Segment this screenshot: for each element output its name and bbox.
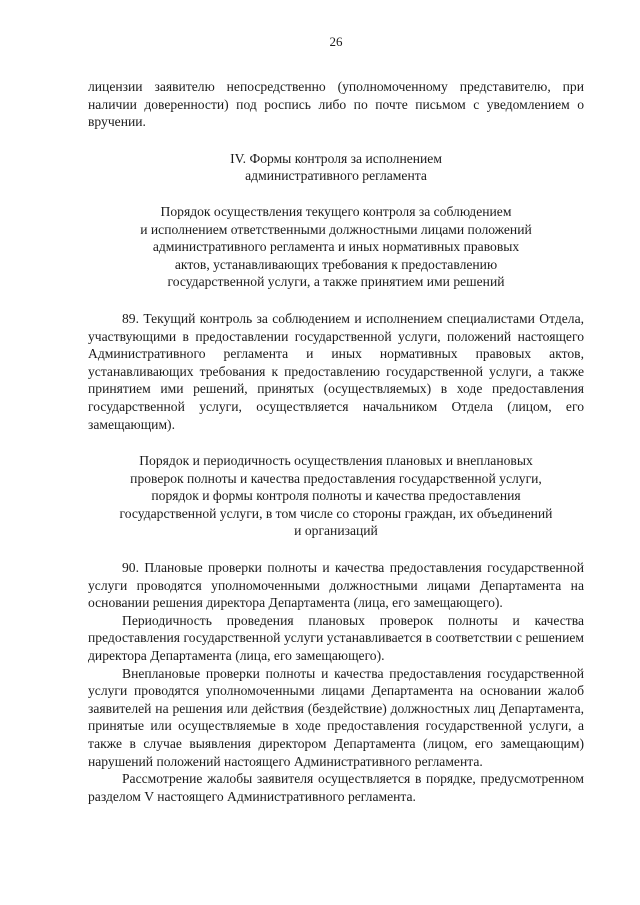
intro-paragraph: лицензии заявителю непосредственно (уполномоченному представителю, при наличии доверенности) под роспись либо по почте письмом с уведомлением о вручении. xyxy=(88,79,584,130)
paragraph-complaint: Рассмотрение жалобы заявителя осуществляется в порядке, предусмотренном разделом V настоящего Административного регламента. xyxy=(88,771,584,804)
subheading-line: и исполнением ответственными должностными лицами положений xyxy=(140,221,532,237)
paragraph-89: 89. Текущий контроль за соблюдением и исполнением специалистами Отдела, участвующими в предоставлении государственной услуги, положений настоящего Административного регламента и иных нормативных правовых актов, устанавливающих требования к предоставлению государственной услуги, а также принятием ими решений, принятых (осуществляемых) в ходе предоставления государственной услуги, осуществляется начальником Отдела (лицом, его замещающим). xyxy=(88,310,584,432)
subheading-line: порядок и формы контроля полноты и качества предоставления xyxy=(151,488,521,504)
section-title xyxy=(88,150,584,185)
subheading-line: Порядок осуществления текущего контроля за соблюдением xyxy=(160,203,512,219)
section-title-line: административного регламента xyxy=(245,168,427,184)
section-title-line: IV. Формы контроля за исполнением xyxy=(230,150,442,166)
subheading-line: административного регламента и иных нормативных правовых xyxy=(152,239,520,255)
subheading-line: государственной услуги, а также принятием ими решений xyxy=(167,274,505,290)
document-body xyxy=(88,78,584,805)
subheading-line: и организаций xyxy=(294,523,378,539)
subheading-inspections xyxy=(88,452,584,540)
subheading-line: государственной услуги, в том числе со стороны граждан, их объединений xyxy=(119,505,553,521)
subheading-line: проверок полноты и качества предоставления государственной услуги, xyxy=(130,470,542,486)
subheading-line: Порядок и периодичность осуществления плановых и внеплановых xyxy=(139,453,533,469)
paragraph-periodicity: Периодичность проведения плановых проверок полноты и качества предоставления государственной услуги устанавливается в соответствии с решением директора Департамента (лица, его замещающего). xyxy=(88,612,584,664)
subheading-line: актов, устанавливающих требования к предоставлению xyxy=(174,256,498,272)
paragraph-unscheduled: Внеплановые проверки полноты и качества предоставления государственной услуги проводятся уполномоченными лицами Департамента на основании жалоб заявителей на решения или действия (бездействие) должностных лиц Департамента, принятые или осуществляемые в ходе предоставления государственной услуги, а также в случае выявления директором Департамента (лицом, его замещающим) нарушений положений настоящего Административного регламента. xyxy=(88,665,584,769)
page-number: 26 xyxy=(329,34,343,49)
subheading-current-control xyxy=(88,203,584,291)
paragraph-90: 90. Плановые проверки полноты и качества предоставления государственной услуги проводятся уполномоченными должностными лицами Департамента на основании решения директора Департамента (лица, его замещающего). xyxy=(88,560,584,611)
